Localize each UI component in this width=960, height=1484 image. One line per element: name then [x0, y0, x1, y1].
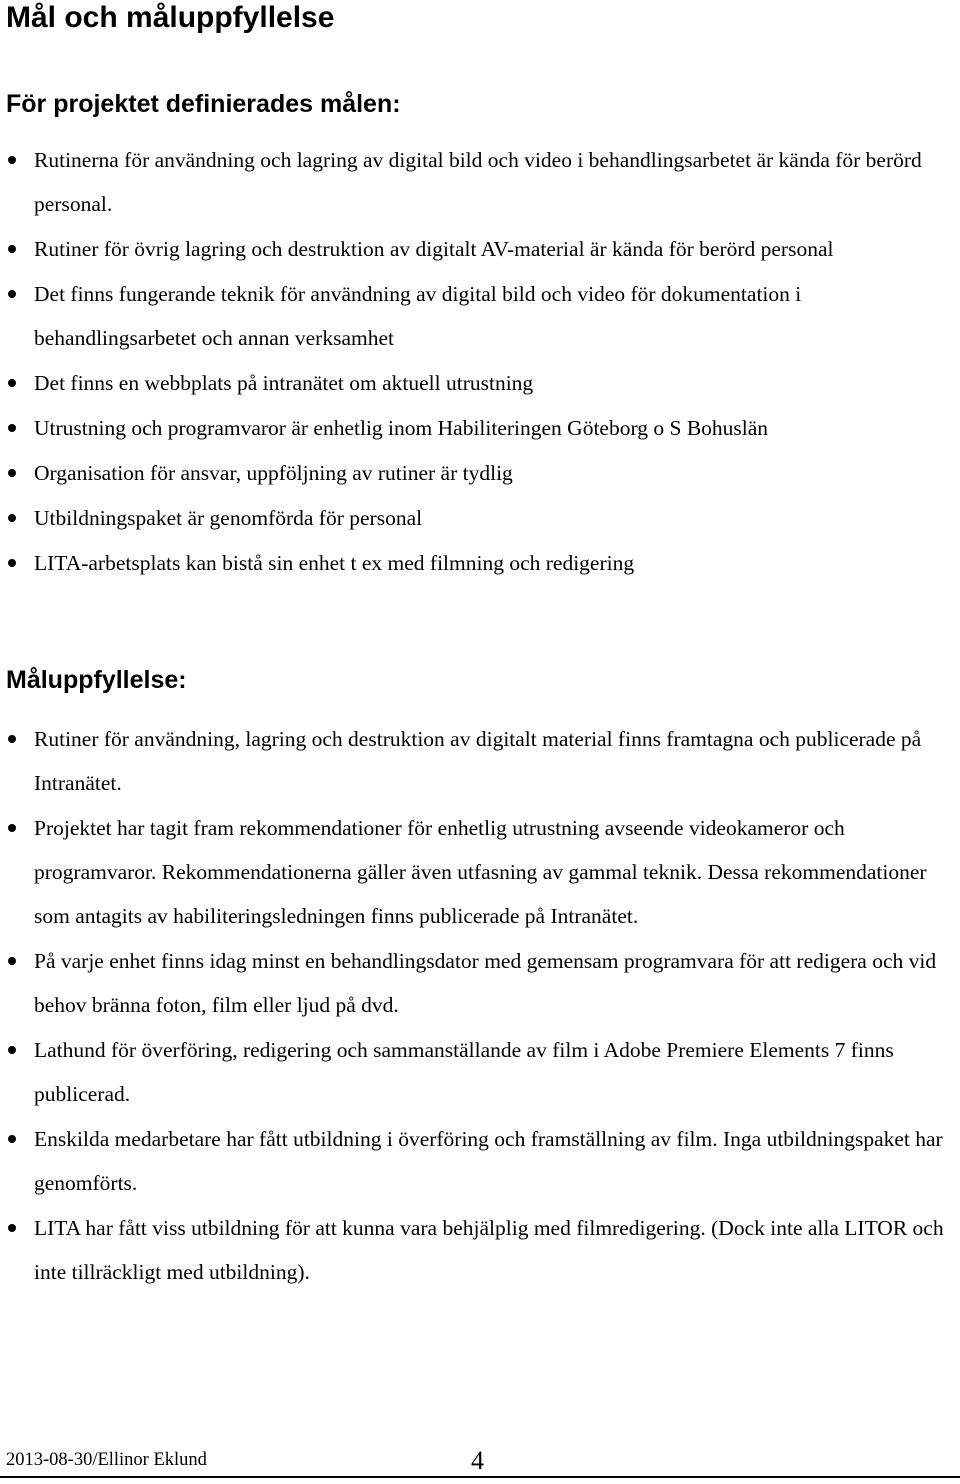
list-item — [0, 717, 950, 805]
list-item — [0, 138, 950, 226]
fulfilment-heading: Måluppfyllelse: — [6, 666, 187, 694]
list-item — [0, 451, 950, 495]
list-item — [0, 361, 950, 405]
list-item-text: Utrustning och programvaror är enhetlig inom Habiliteringen Göteborg o S Bohuslän — [34, 416, 769, 440]
bullet-icon — [8, 424, 16, 432]
list-item-text: På varje enhet finns idag minst en behandlingsdator med gemensam programvara för att redigera och vid behov bränna foton, film eller ljud på dvd. — [34, 949, 937, 1017]
bullet-icon — [8, 957, 16, 965]
footer-divider — [0, 1476, 960, 1478]
page-title: Mål och måluppfyllelse — [6, 1, 335, 34]
list-item — [0, 806, 950, 938]
list-item-text: Utbildningspaket är genomförda för personal — [34, 506, 423, 530]
list-item-text: LITA-arbetsplats kan bistå sin enhet t ex med filmning och redigering — [34, 551, 635, 575]
list-item — [0, 496, 950, 540]
list-item-text: Rutiner för användning, lagring och destruktion av digitalt material finns framtagna och publicerade på Intranätet. — [34, 727, 922, 795]
list-item-text: Det finns fungerande teknik för användning av digital bild och video för dokumentation i behandlingsarbetet och annan verksamhet — [34, 282, 802, 350]
fulfilment-list — [0, 717, 950, 1295]
list-item — [0, 1206, 950, 1294]
page-number: 4 — [471, 1446, 484, 1475]
bullet-icon — [8, 1046, 16, 1054]
list-item-text: Organisation för ansvar, uppföljning av rutiner är tydlig — [34, 461, 513, 485]
list-item-text: Det finns en webbplats på intranätet om aktuell utrustning — [34, 371, 534, 395]
list-item — [0, 1117, 950, 1205]
bullet-icon — [8, 290, 16, 298]
list-item — [0, 1028, 950, 1116]
bullet-icon — [8, 824, 16, 832]
bullet-icon — [8, 1224, 16, 1232]
bullet-icon — [8, 379, 16, 387]
bullet-icon — [8, 514, 16, 522]
footer-date-author: 2013-08-30/Ellinor Eklund — [6, 1450, 207, 1470]
list-item-text: Projektet har tagit fram rekommendationer för enhetlig utrustning avseende videokameror och programvaror. Rekommendationerna gäller även utfasning av gammal teknik. Dessa rekommendationer som antagits av habiliteringsledningen finns publicerade på Intranätet. — [34, 816, 927, 928]
list-item-text: Lathund för överföring, redigering och sammanställande av film i Adobe Premiere Elements 7 finns publicerad. — [34, 1038, 894, 1106]
list-item-text: Rutinerna för användning och lagring av digital bild och video i behandlingsarbetet är kända för berörd personal. — [34, 148, 922, 216]
bullet-icon — [8, 245, 16, 253]
list-item-text: LITA har fått viss utbildning för att kunna vara behjälplig med filmredigering. (Dock inte alla LITOR och inte tillräckligt med utbildning). — [34, 1216, 944, 1284]
bullet-icon — [8, 735, 16, 743]
list-item — [0, 939, 950, 1027]
bullet-icon — [8, 156, 16, 164]
list-item-text: Enskilda medarbetare har fått utbildning i överföring och framställning av film. Inga utbildningspaket har genomförts. — [34, 1127, 943, 1195]
list-item-text: Rutiner för övrig lagring och destruktion av digitalt AV-material är kända för berörd personal — [34, 237, 834, 261]
goals-list — [0, 138, 950, 586]
list-item — [0, 541, 950, 585]
goals-heading: För projektet definierades målen: — [6, 90, 401, 118]
list-item — [0, 227, 950, 271]
bullet-icon — [8, 1135, 16, 1143]
bullet-icon — [8, 469, 16, 477]
list-item — [0, 272, 950, 360]
bullet-icon — [8, 559, 16, 567]
list-item — [0, 406, 950, 450]
page-footer — [0, 1446, 960, 1484]
